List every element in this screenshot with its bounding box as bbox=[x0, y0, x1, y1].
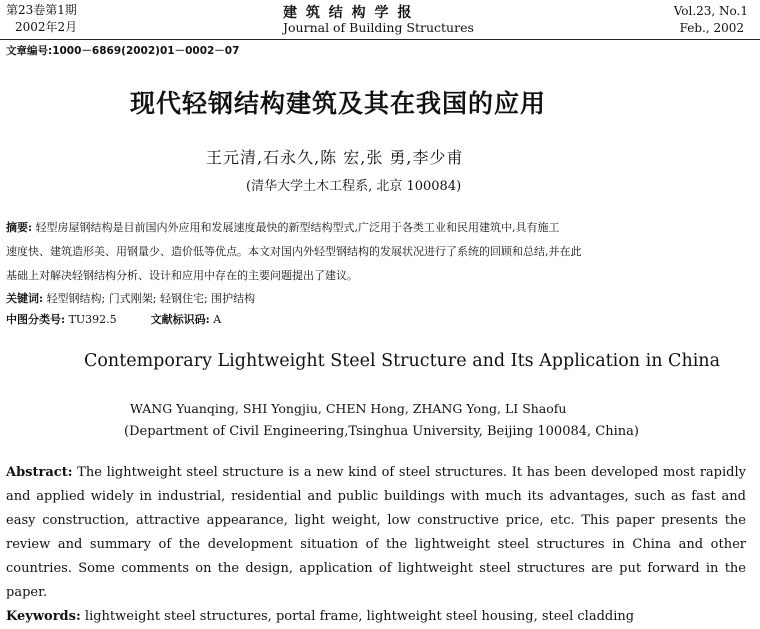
doc-code-label: 文献标识码: bbox=[150, 313, 210, 326]
keywords-en: lightweight steel structures, portal frame, lightweight steel housing, steel cladding bbox=[84, 609, 635, 624]
issue-date: 2002年2月 bbox=[15, 20, 78, 34]
volume-en: Vol.23, No.1 bbox=[673, 4, 748, 18]
classification-cn bbox=[6, 310, 221, 330]
keywords-cn: 关键词: 轻型钢结构; 门式刚架; 轻钢住宅; 围护结构 bbox=[6, 292, 256, 305]
paper-title-en: Contemporary Lightweight Steel Structure and Its Application in China bbox=[84, 351, 721, 371]
volume-issue: 第23卷第1期 bbox=[6, 3, 77, 17]
header-rule bbox=[0, 39, 760, 40]
abstract-cn-line-2: 速度快、建筑造形美、用钢量少、造价低等优点。本文对国内外轻型钢结构的发展状况进行了系统的回顾和总结,并在此 bbox=[6, 245, 582, 258]
abstract-cn-line-1: 摘要: 轻型房屋钢结构是目前国内外应用和发展速度最快的新型结构型式,广泛用于各类工业和民用建筑中,具有施工 bbox=[6, 221, 560, 234]
abstract-en-text: The lightweight steel structure is a new kind of steel structures. It has been developed most rapidly and applied widely in industrial, residential and public buildings with much its advantages, such as fast and easy construction, attractive appearance, light weight, low constructive price, etc. This paper presents the review and summary of the development situation of the lightweight steel structures in China and other countries. Some comments on the design, application of lightweight steel structures are put forward in the paper. bbox=[6, 465, 746, 600]
clc-label: 中图分类号: bbox=[6, 313, 66, 326]
paper-title-cn: 现代轻钢结构建筑及其在我国的应用 bbox=[130, 89, 547, 118]
abstract-en-label: Abstract: bbox=[6, 465, 73, 480]
keywords-cn-label: 关键词: bbox=[6, 292, 44, 305]
journal-name-cn: 建 筑 结 构 学 报 bbox=[283, 5, 414, 21]
abstract-cn-line-3: 基础上对解决轻钢结构分析、设计和应用中存在的主要问题提出了建议。 bbox=[6, 269, 358, 282]
authors-cn: 王元清,石永久,陈 宏,张 勇,李少甫 bbox=[206, 148, 464, 167]
date-en: Feb., 2002 bbox=[679, 21, 744, 35]
journal-name-en: Journal of Building Structures bbox=[283, 20, 474, 35]
doc-code-value: A bbox=[213, 313, 222, 326]
keywords-en-label: Keywords: bbox=[6, 609, 81, 624]
clc-value: TU392.5 bbox=[68, 313, 117, 326]
affiliation-en: (Department of Civil Engineering,Tsinghua University, Beijing 100084, China) bbox=[124, 424, 639, 439]
abstract-cn-label: 摘要: bbox=[6, 221, 33, 234]
article-number: 文章编号:1000－6869(2002)01－0002－07 bbox=[6, 45, 240, 57]
authors-en: WANG Yuanqing, SHI Yongjiu, CHEN Hong, ZHANG Yong, LI Shaofu bbox=[130, 401, 567, 416]
affiliation-cn: (清华大学土木工程系, 北京 100084) bbox=[246, 179, 462, 194]
